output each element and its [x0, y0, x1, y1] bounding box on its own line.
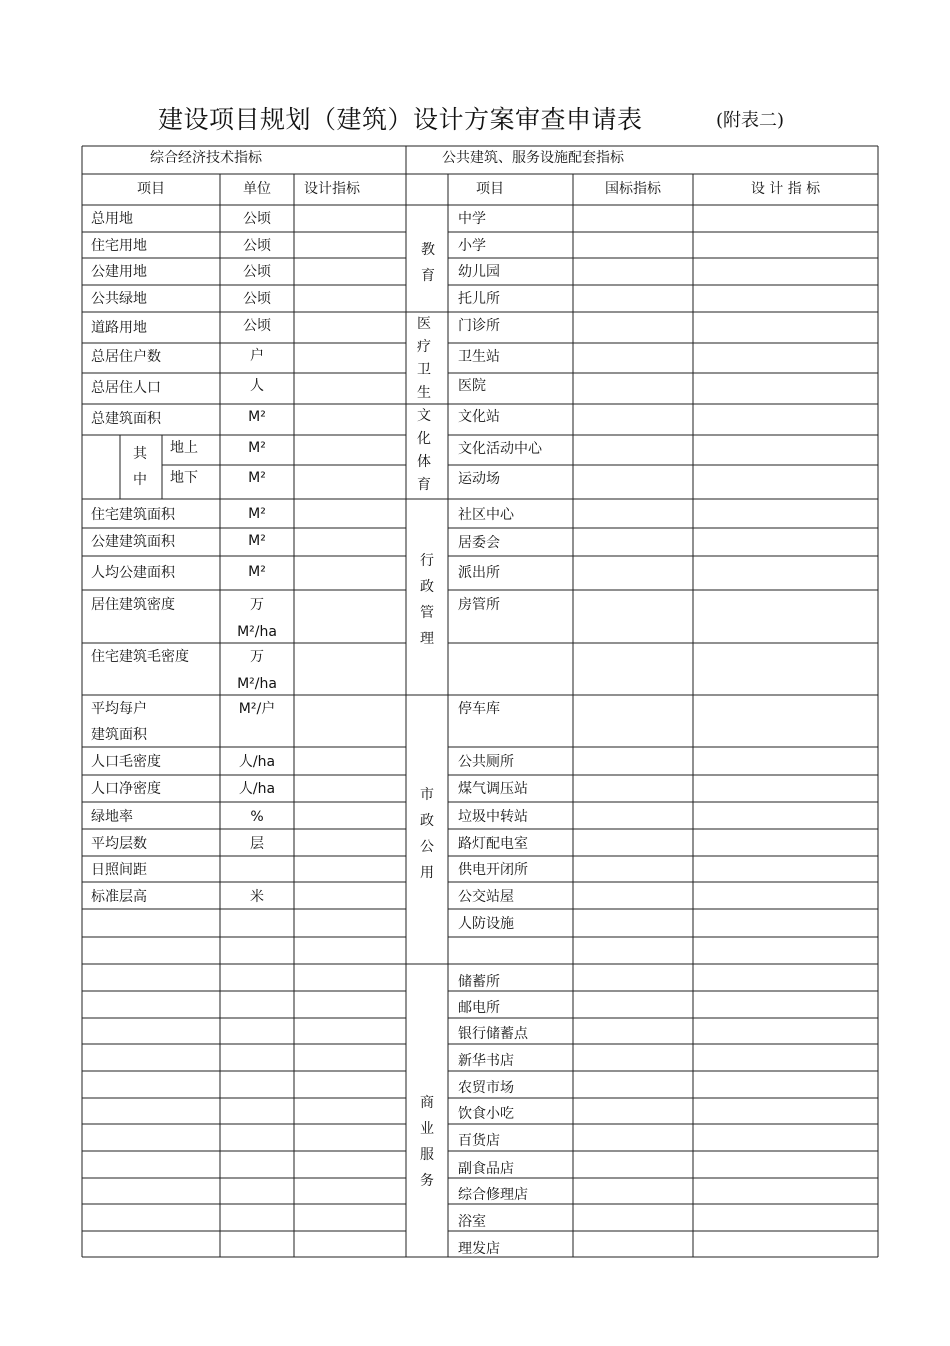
facility-item: 居委会 [458, 535, 500, 551]
group-label-commerce: 商 业 服 务 [420, 1095, 434, 1189]
row-unit: 户 [250, 348, 264, 364]
row-label: 总建筑面积 [91, 411, 161, 427]
row-label: 公建用地 [91, 264, 147, 280]
facility-item: 储蓄所 [458, 974, 500, 990]
group-label-medical: 医 疗 卫 生 [417, 316, 431, 401]
row-label: 日照间距 [91, 862, 147, 878]
row-unit: 层 [250, 836, 264, 852]
row-label: 人均公建面积 [91, 565, 175, 581]
row-label: 公共绿地 [91, 291, 147, 307]
row-label: 人口净密度 [91, 781, 161, 797]
row-unit: 公顷 [243, 211, 271, 227]
facility-item: 银行储蓄点 [458, 1026, 528, 1042]
group-label-municipal: 市 政 公 用 [420, 787, 434, 881]
facility-item: 饮食小吃 [458, 1106, 514, 1122]
group-label-admin: 行 政 管 理 [420, 553, 434, 647]
row-label: 建筑面积 [91, 727, 147, 743]
row-unit: M²/ha [237, 624, 277, 640]
left-col-item-header: 项目 [137, 181, 165, 197]
row-label: 住宅用地 [91, 238, 147, 254]
facility-item: 百货店 [458, 1133, 500, 1149]
row-unit: 公顷 [243, 291, 271, 307]
left-col-design-header: 设计指标 [304, 181, 360, 197]
row-unit: 米 [250, 889, 264, 905]
row-label: 平均层数 [91, 836, 147, 852]
left-col-unit-header: 单位 [243, 181, 271, 197]
facility-item: 社区中心 [458, 507, 514, 523]
facility-item: 邮电所 [458, 1000, 500, 1016]
facility-item: 公共厕所 [458, 754, 514, 770]
row-label: 住宅建筑面积 [91, 507, 175, 523]
row-unit: 万 [250, 597, 264, 613]
facility-item: 托儿所 [458, 291, 500, 307]
row-unit: 公顷 [243, 318, 271, 334]
facility-item: 煤气调压站 [458, 781, 528, 797]
facility-item: 综合修理店 [458, 1187, 528, 1203]
facility-item: 运动场 [458, 471, 500, 487]
row-label: 道路用地 [91, 320, 147, 336]
facility-item: 房管所 [458, 597, 500, 613]
row-label: 平均每户 [91, 701, 147, 717]
row-label: 地下 [170, 470, 198, 486]
sub-group-label: 中 [133, 472, 147, 488]
row-unit: M² [248, 409, 266, 425]
right-col-design-header: 设 计 指 标 [750, 181, 821, 197]
facility-item: 路灯配电室 [458, 836, 528, 852]
row-label: 绿地率 [91, 809, 133, 825]
right-col-national-header: 国标指标 [605, 181, 661, 197]
row-unit: M²/户 [238, 701, 276, 717]
row-label: 人口毛密度 [91, 754, 161, 770]
facility-item: 供电开闭所 [458, 862, 528, 878]
row-unit: 公顷 [243, 264, 271, 280]
row-label: 总用地 [91, 211, 133, 227]
sub-group-label: 其 [133, 446, 147, 462]
row-unit: 公顷 [243, 238, 271, 254]
row-label: 公建建筑面积 [91, 534, 175, 550]
facility-item: 垃圾中转站 [458, 809, 528, 825]
facility-item: 理发店 [458, 1241, 500, 1257]
facility-item: 门诊所 [458, 318, 500, 334]
facility-item: 副食品店 [458, 1161, 514, 1177]
row-unit: M² [248, 564, 266, 580]
facility-item: 文化活动中心 [458, 441, 542, 457]
right-col-item-header: 项目 [476, 181, 504, 197]
row-unit: M² [248, 440, 266, 456]
row-label: 住宅建筑毛密度 [91, 649, 189, 665]
facility-item: 新华书店 [458, 1053, 514, 1069]
group-label-culture: 文 化 体 育 [417, 408, 431, 493]
facility-item: 浴室 [458, 1214, 486, 1230]
facility-item: 医院 [458, 378, 486, 394]
page-title: 建设项目规划（建筑）设计方案审查申请表 [158, 105, 643, 134]
facility-item: 公交站屋 [458, 889, 514, 905]
facility-item: 小学 [458, 238, 486, 254]
row-label: 总居住人口 [91, 380, 161, 396]
facility-item: 停车库 [458, 701, 500, 717]
row-unit: M² [248, 470, 266, 486]
left-section-heading: 综合经济技术指标 [150, 150, 262, 166]
row-unit: M² [248, 506, 266, 522]
row-label: 居住建筑密度 [91, 597, 175, 613]
row-unit: % [250, 809, 264, 825]
facility-item: 人防设施 [458, 916, 514, 932]
facility-item: 派出所 [458, 565, 500, 581]
facility-item: 文化站 [458, 409, 500, 425]
row-unit: 人/ha [238, 754, 276, 770]
row-unit: M²/ha [237, 676, 277, 692]
appendix-label: (附表二) [716, 110, 785, 131]
row-unit: M² [248, 533, 266, 549]
facility-item: 中学 [458, 211, 486, 227]
row-unit: 人 [250, 378, 264, 394]
row-label: 标准层高 [91, 889, 147, 905]
facility-item: 农贸市场 [458, 1080, 514, 1096]
group-label-education: 教 育 [421, 242, 435, 284]
row-label: 地上 [170, 440, 198, 456]
row-unit: 万 [250, 649, 264, 665]
facility-item: 幼儿园 [458, 264, 500, 280]
row-label: 总居住户数 [91, 349, 161, 365]
row-unit: 人/ha [238, 781, 276, 797]
right-section-heading: 公共建筑、服务设施配套指标 [442, 150, 624, 166]
facility-item: 卫生站 [458, 349, 500, 365]
